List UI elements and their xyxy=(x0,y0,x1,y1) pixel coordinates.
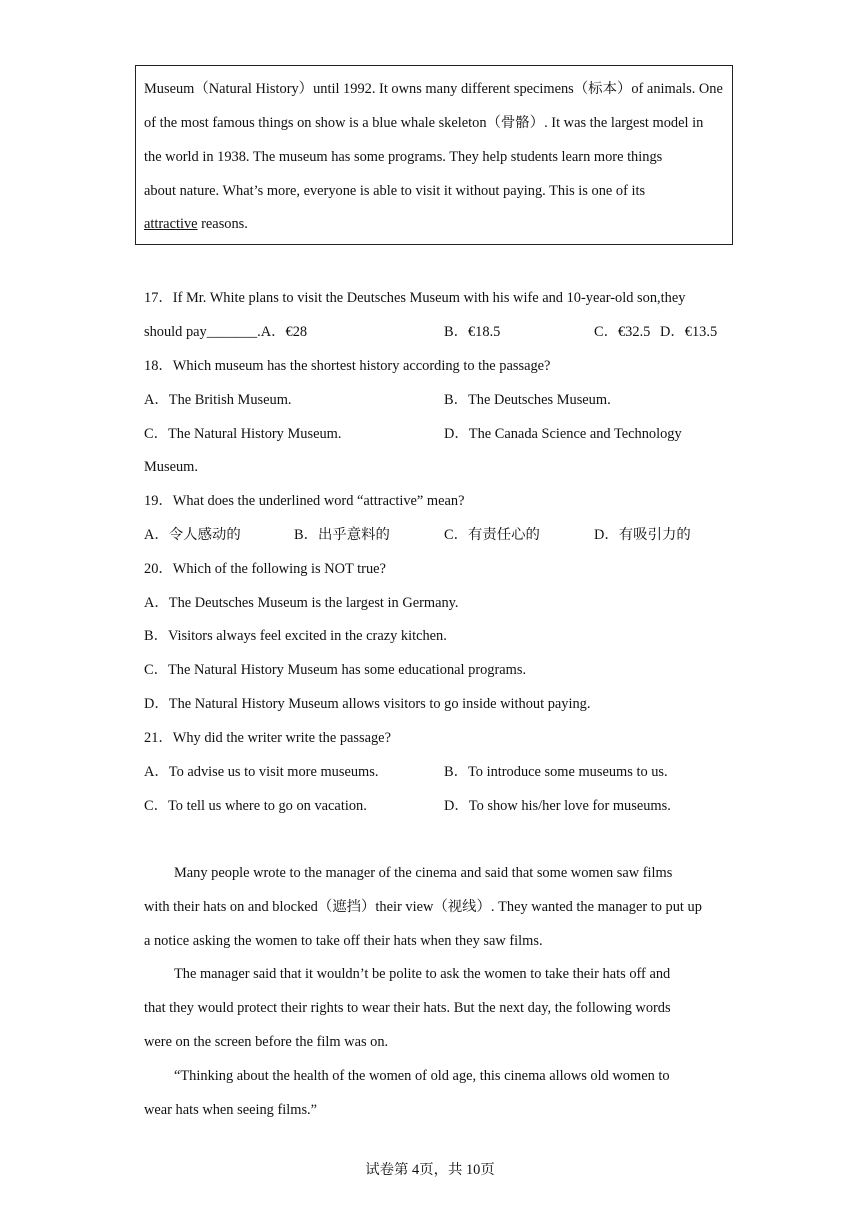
q20-option-b: B．Visitors always feel excited in the crazy kitchen. xyxy=(144,628,447,644)
box-line-5-rest: reasons. xyxy=(197,216,248,232)
box-line-2: of the most famous things on show is a blue whale skeleton（骨骼）. It was the largest model in xyxy=(144,115,704,131)
q19-option-c: C．有责任心的 xyxy=(444,527,540,543)
q17-option-d: D．€13.5 xyxy=(660,324,718,340)
passage2-line-4: The manager said that it wouldn’t be polite to ask the women to take their hats off and xyxy=(174,966,671,982)
q19-option-a: A．令人感动的 xyxy=(144,527,241,543)
q21-option-a: A．To advise us to visit more museums. xyxy=(144,764,379,780)
passage2-line-2: with their hats on and blocked（遮挡）their view（视线）. They wanted the manager to put up xyxy=(144,899,702,915)
passage2-line-5: that they would protect their rights to wear their hats. But the next day, the following words xyxy=(144,1000,671,1016)
q21-option-d: D．To show his/her love for museums. xyxy=(444,798,671,814)
passage2-line-3: a notice asking the women to take off their hats when they saw films. xyxy=(144,933,543,949)
q20-option-c: C．The Natural History Museum has some educational programs. xyxy=(144,662,527,678)
passage2-line-6: were on the screen before the film was on. xyxy=(144,1034,389,1050)
box-line-5 xyxy=(144,214,248,234)
q18-option-d-line2: Museum. xyxy=(144,459,198,475)
page-footer: 试卷第 4页，共 10页 xyxy=(365,1162,495,1178)
q19-option-d: D．有吸引力的 xyxy=(594,527,691,543)
q18-option-a: A．The British Museum. xyxy=(144,392,292,408)
q20-stem: 20．Which of the following is NOT true? xyxy=(144,561,386,577)
box-line-4: about nature. What’s more, everyone is able to visit it without paying. This is one of its xyxy=(144,183,646,199)
q18-option-d-line1: D．The Canada Science and Technology xyxy=(444,426,682,442)
q20-option-a: A．The Deutsches Museum is the largest in Germany. xyxy=(144,595,459,611)
q19-option-b: B．出乎意料的 xyxy=(294,527,390,543)
q17-option-b: B．€18.5 xyxy=(444,324,501,340)
q21-option-b: B．To introduce some museums to us. xyxy=(444,764,668,780)
passage2-line-7: “Thinking about the health of the women of old age, this cinema allows old women to xyxy=(174,1068,670,1084)
q18-option-c: C．The Natural History Museum. xyxy=(144,426,342,442)
q18-option-b: B．The Deutsches Museum. xyxy=(444,392,611,408)
passage2-line-8: wear hats when seeing films.” xyxy=(144,1102,318,1118)
q17-stem-line2 xyxy=(144,322,307,342)
q17-stem-line1: 17．If Mr. White plans to visit the Deutsches Museum with his wife and 10-year-old son,they xyxy=(144,290,686,306)
underlined-word: attractive xyxy=(144,216,198,232)
q19-stem: 19．What does the underlined word “attractive” mean? xyxy=(144,493,465,509)
box-line-1: Museum（Natural History）until 1992. It owns many different specimens（标本）of animals. One xyxy=(144,81,723,97)
q20-option-d: D．The Natural History Museum allows visitors to go inside without paying. xyxy=(144,696,591,712)
q17-option-a: A．€28 xyxy=(260,324,308,340)
q21-option-c: C．To tell us where to go on vacation. xyxy=(144,798,367,814)
q18-stem: 18．Which museum has the shortest history according to the passage? xyxy=(144,358,551,374)
q21-stem: 21．Why did the writer write the passage? xyxy=(144,730,391,746)
box-line-3: the world in 1938. The museum has some programs. They help students learn more things xyxy=(144,149,663,165)
passage2-line-1: Many people wrote to the manager of the cinema and said that some women saw films xyxy=(174,865,673,881)
q17-stem-line2-text: should pay_______. xyxy=(144,324,261,340)
q17-option-c: C．€32.5 xyxy=(594,324,651,340)
